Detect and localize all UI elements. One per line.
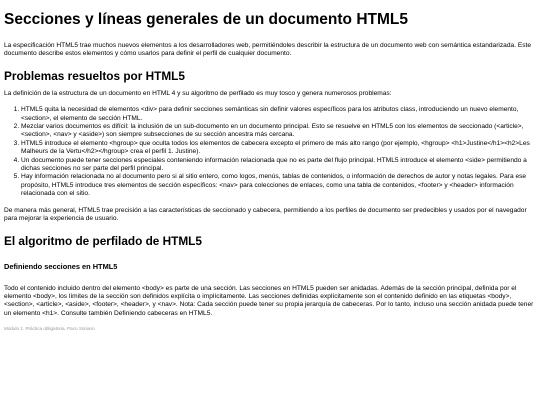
section-heading-algorithm: El algoritmo de perfilado de HTML5: [4, 233, 202, 248]
list-item: 4. Un documento puede tener secciones especiales conteniendo información relacionada que no es parte del flujo principal. HTML5 introduce el elemento <side> permitiendo a dichas secciones no ser parte del perfil principal.: [21, 157, 536, 174]
section-heading-problems: Problemas resueltos por HTML5: [4, 68, 185, 83]
algorithm-paragraph: Todo el contenido incluido dentro del elemento <body> es parte de una sección. Las secciones en HTML5 pueden ser anidadas. Además de la sección principal, definida por el elemento <body>, los límites de la sección son definidos explícita o implícitamente. Las secciones definidas explícitamente son el contenido definido en las etiquetas <body>, <section>, <article>, <aside>, <footer>, <header>, y <nav>. Nota: Cada sección puede tener su propia jerarquía de cabeceras. Por lo tanto, incluso una sección anidada puede tener un elemento <h1>. Consulte también Definiendo cabeceras en HTML5.: [4, 284, 534, 317]
problems-intro-paragraph: La definición de la estructura de un documento en HTML 4 y su algoritmo de perfilado es muy tosco y genera numerosos problemas:: [4, 89, 392, 97]
document: [0, 11, 540, 332]
intro-paragraph: La especificación HTML5 trae muchos nuevos elementos a los desarrolladores web, permitiéndoles describir la estructura de un documento web con semántica estandarizada. Este documento describe estos elementos y cómo usarlos para definir el perfil de cualquier documento.: [4, 42, 532, 58]
list-item: 2. Mezclar varios documentos es difícil: la inclusión de un sub-documento en un documento principal. Esto se resuelve en HTML5 con los elementos de seccionado (<article>, <section>, <nav> y <aside>) son siempre subsecciones de su sección ancestra más cercana.: [21, 123, 536, 140]
subsection-heading-defining-sections: Definiendo secciones en HTML5: [4, 261, 118, 271]
list-item: 5. Hay información relacionada no al documento pero si al sitio entero, como logos, menús, tablas de contenidos, o información de derechos de autor y notas legales. Para ese propósito, HTML5 introduce tres elementos de sección específicos: <nav> para colecciones de enlaces, como una tabla de contenidos, <footer> y <header> información relacionada con el sitio.: [21, 173, 536, 198]
problems-list: [4, 106, 536, 198]
list-item: 3. HTML5 introduce el elemento <hgroup> que oculta todos los elementos de cabecera excepto el primero de más alto rango (por ejemplo, <hgroup> <h1>Justine</h1><h2>Les Malheurs de la Vertu</h2></hgroup> crea el perfil 1. Justine).: [21, 140, 536, 157]
page-title: Secciones y líneas generales de un documento HTML5: [4, 11, 408, 28]
problems-outro-paragraph: De manera más general, HTML5 trae precisión a las características de seccionado y cabecera, permitiendo a los perfiles de documento ser predecibles y usados por el navegador para mejorar la experiencia de usuario.: [4, 206, 527, 223]
list-item: 1. HTML5 quita la necesidad de elementos <div> para definir secciones semánticas sin definir valores específicos para los atributos class, introduciendo un nuevo elemento, <section>, el elemento de sección HTML.: [21, 106, 536, 123]
page-footer: Módulo 1. Práctica obligatoria. Paco Soriano: [4, 326, 95, 332]
